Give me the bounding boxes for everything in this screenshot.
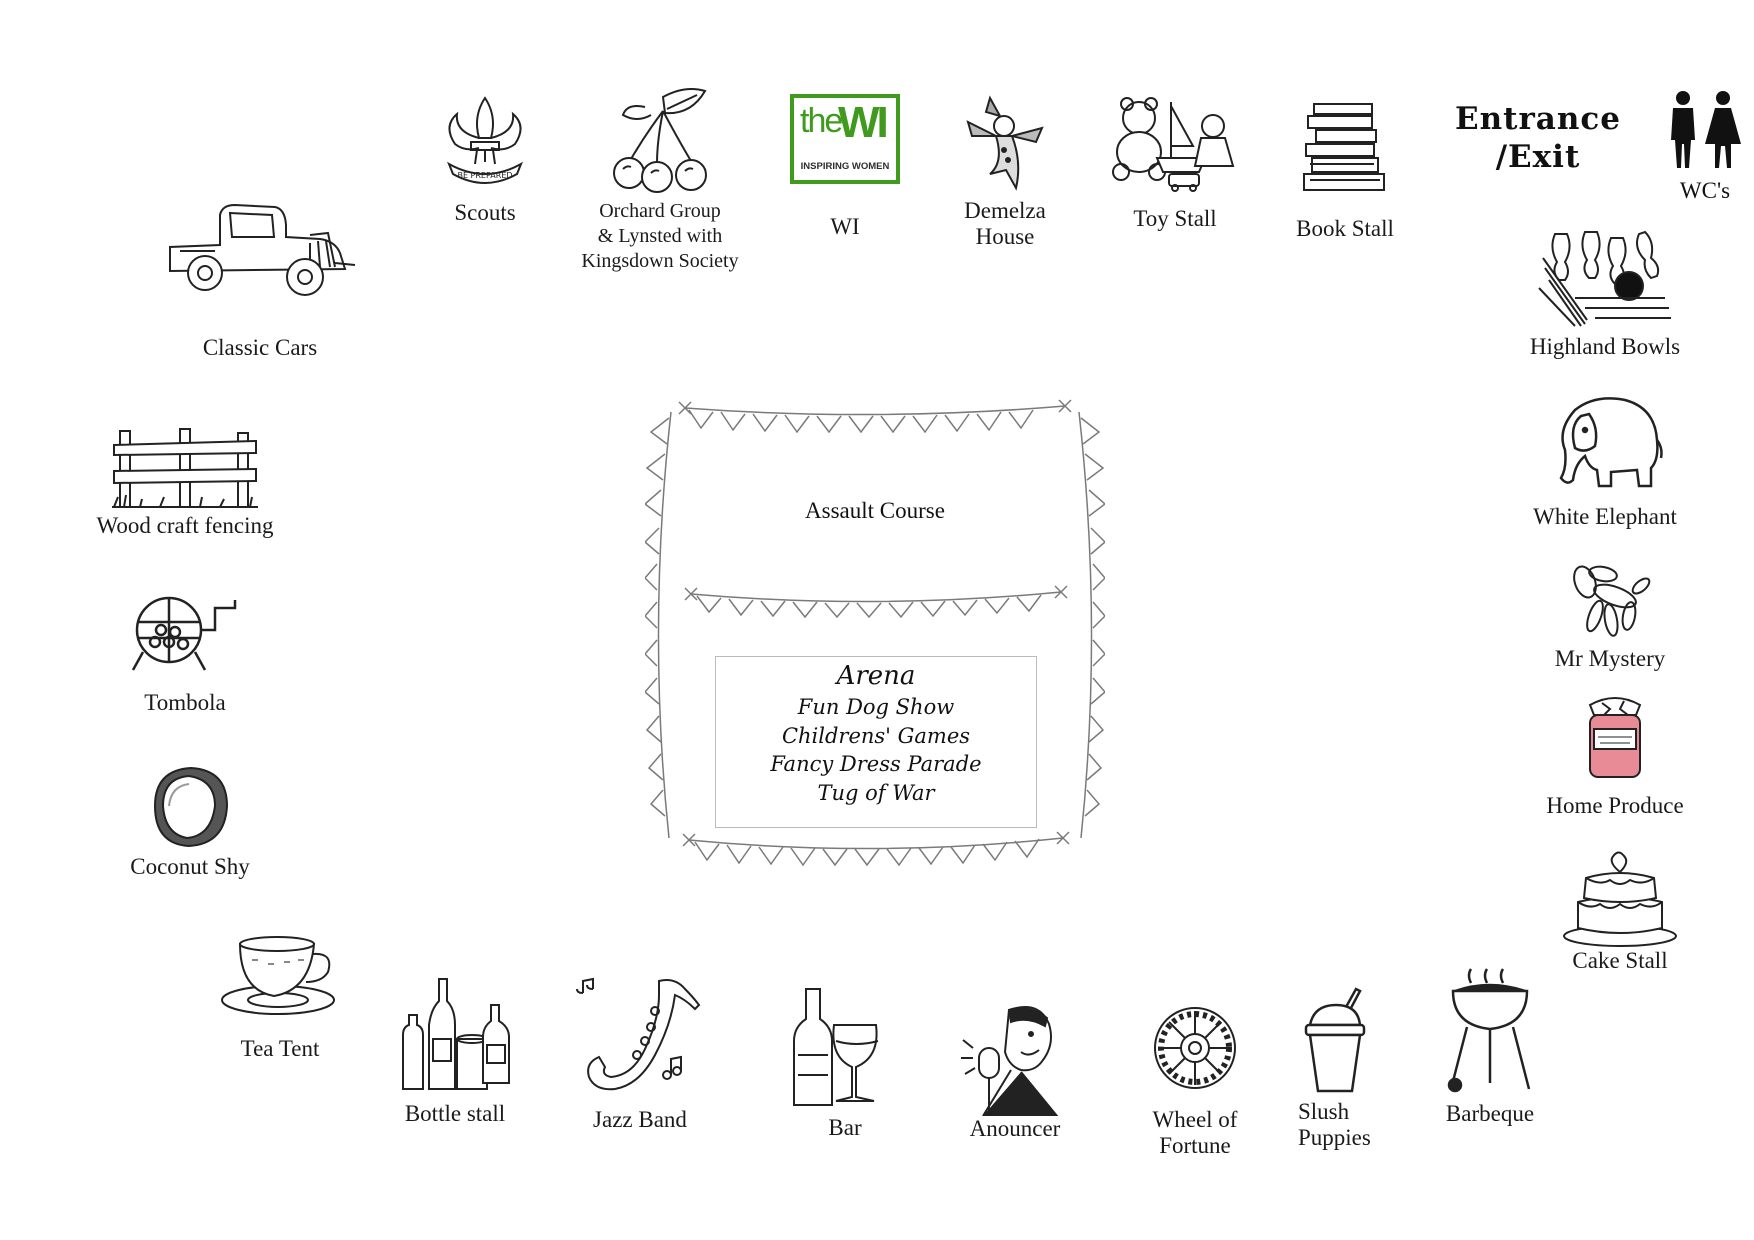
wc-label: WC's [1679,178,1731,203]
jester-doll-icon [960,92,1050,192]
announcer-microphone-icon [959,1000,1071,1116]
stall-label: WI [830,214,860,239]
wheel-of-fortune-icon [1150,1003,1240,1093]
stall-cake-stall [1520,848,1720,974]
stall-label: Jazz Band [593,1107,687,1132]
stall-label: Barbeque [1445,1101,1535,1126]
jam-jar-icon [1580,695,1650,781]
stall-wood-craft-fencing [70,425,300,539]
stall-label: Scouts [454,200,516,225]
stall-slush-puppies [1280,985,1390,1151]
balloon-dog-icon [1565,560,1655,640]
elephant-icon [1545,390,1665,494]
cake-icon [1560,848,1680,948]
vintage-truck-icon [160,185,360,305]
stall-label: White Elephant [1533,504,1677,529]
stall-bottle-stall [385,975,525,1127]
stall-label: Home Produce [1546,793,1684,818]
stall-label: Highland Bowls [1529,334,1681,359]
toys-icon [1105,92,1245,192]
stall-wi [785,94,905,240]
stall-toy-stall [1100,92,1250,232]
entrance-exit-label: Entrance /Exit [1454,101,1622,175]
stall-barbeque [1430,965,1550,1127]
stall-highland-bowls [1500,228,1710,360]
bowling-pins-icon [1535,228,1675,328]
stall-label: Toy Stall [1133,206,1217,231]
cherries-icon [605,85,715,195]
stall-classic-cars [150,185,370,361]
wi-logo [790,94,900,184]
saxophone-icon [575,975,705,1101]
arena-event: Childrens' Games [781,723,971,748]
toilets-icon [1665,90,1745,170]
coconut-icon [145,760,235,850]
stall-demelza-house [945,92,1065,250]
stall-label: Bar [828,1115,862,1140]
stall-label: Book Stall [1296,216,1394,241]
stall-label: Orchard Group & Lynsted with Kingsdown Society [581,200,739,272]
wi-logo-wi: WI [838,98,886,147]
stall-orchard-group [565,85,755,274]
stall-tombola [100,592,270,716]
stall-coconut-shy [100,760,280,880]
stall-label: Wheel of Fortune [1152,1107,1238,1158]
arena-event: Fancy Dress Parade [770,752,982,776]
stall-label: Anouncer [969,1116,1061,1141]
wi-logo-the: the [800,102,842,140]
stall-tea-tent [215,930,345,1062]
arena-area [645,398,1105,868]
stall-label: Bottle stall [404,1101,506,1126]
arena-event: Tug of War [817,780,935,805]
book-stack-icon [1300,100,1390,196]
stall-label: Demelza House [964,198,1046,249]
assault-course-label: Assault Course [805,498,945,523]
stall-book-stall [1275,100,1415,242]
stall-wheel-of-fortune [1130,1003,1260,1159]
stall-label: Cake Stall [1572,948,1668,973]
stall-white-elephant [1505,390,1705,530]
arena-title: Arena [836,661,916,691]
stall-anouncer [945,1000,1085,1142]
arena-box [715,656,1037,828]
stall-label: Tea Tent [240,1036,320,1061]
stall-label: Classic Cars [202,335,318,360]
stall-scouts [425,92,545,226]
scouts-badge-text: BE PREPARED [457,171,513,180]
teacup-icon [218,930,342,1020]
barbeque-grill-icon [1447,965,1533,1095]
wine-bottle-glass-icon [790,985,900,1109]
stall-home-produce [1515,695,1715,819]
slush-cup-icon [1300,985,1370,1095]
arena-event: Fun Dog Show [797,695,955,719]
bottles-icon [395,975,515,1095]
stall-label: Wood craft fencing [96,513,274,538]
wi-logo-tagline: INSPIRING WOMEN [800,161,890,172]
stall-label: Slush Puppies [1298,1099,1371,1150]
stall-mr-mystery [1510,560,1710,672]
stall-jazz-band [570,975,710,1133]
tombola-drum-icon [125,592,245,672]
stall-label: Coconut Shy [130,854,250,879]
stall-label: Mr Mystery [1554,646,1666,671]
fleur-de-lis-icon [435,92,535,192]
stall-label: Tombola [144,690,226,715]
wooden-fence-icon [110,425,260,511]
stall-bar [780,985,910,1141]
